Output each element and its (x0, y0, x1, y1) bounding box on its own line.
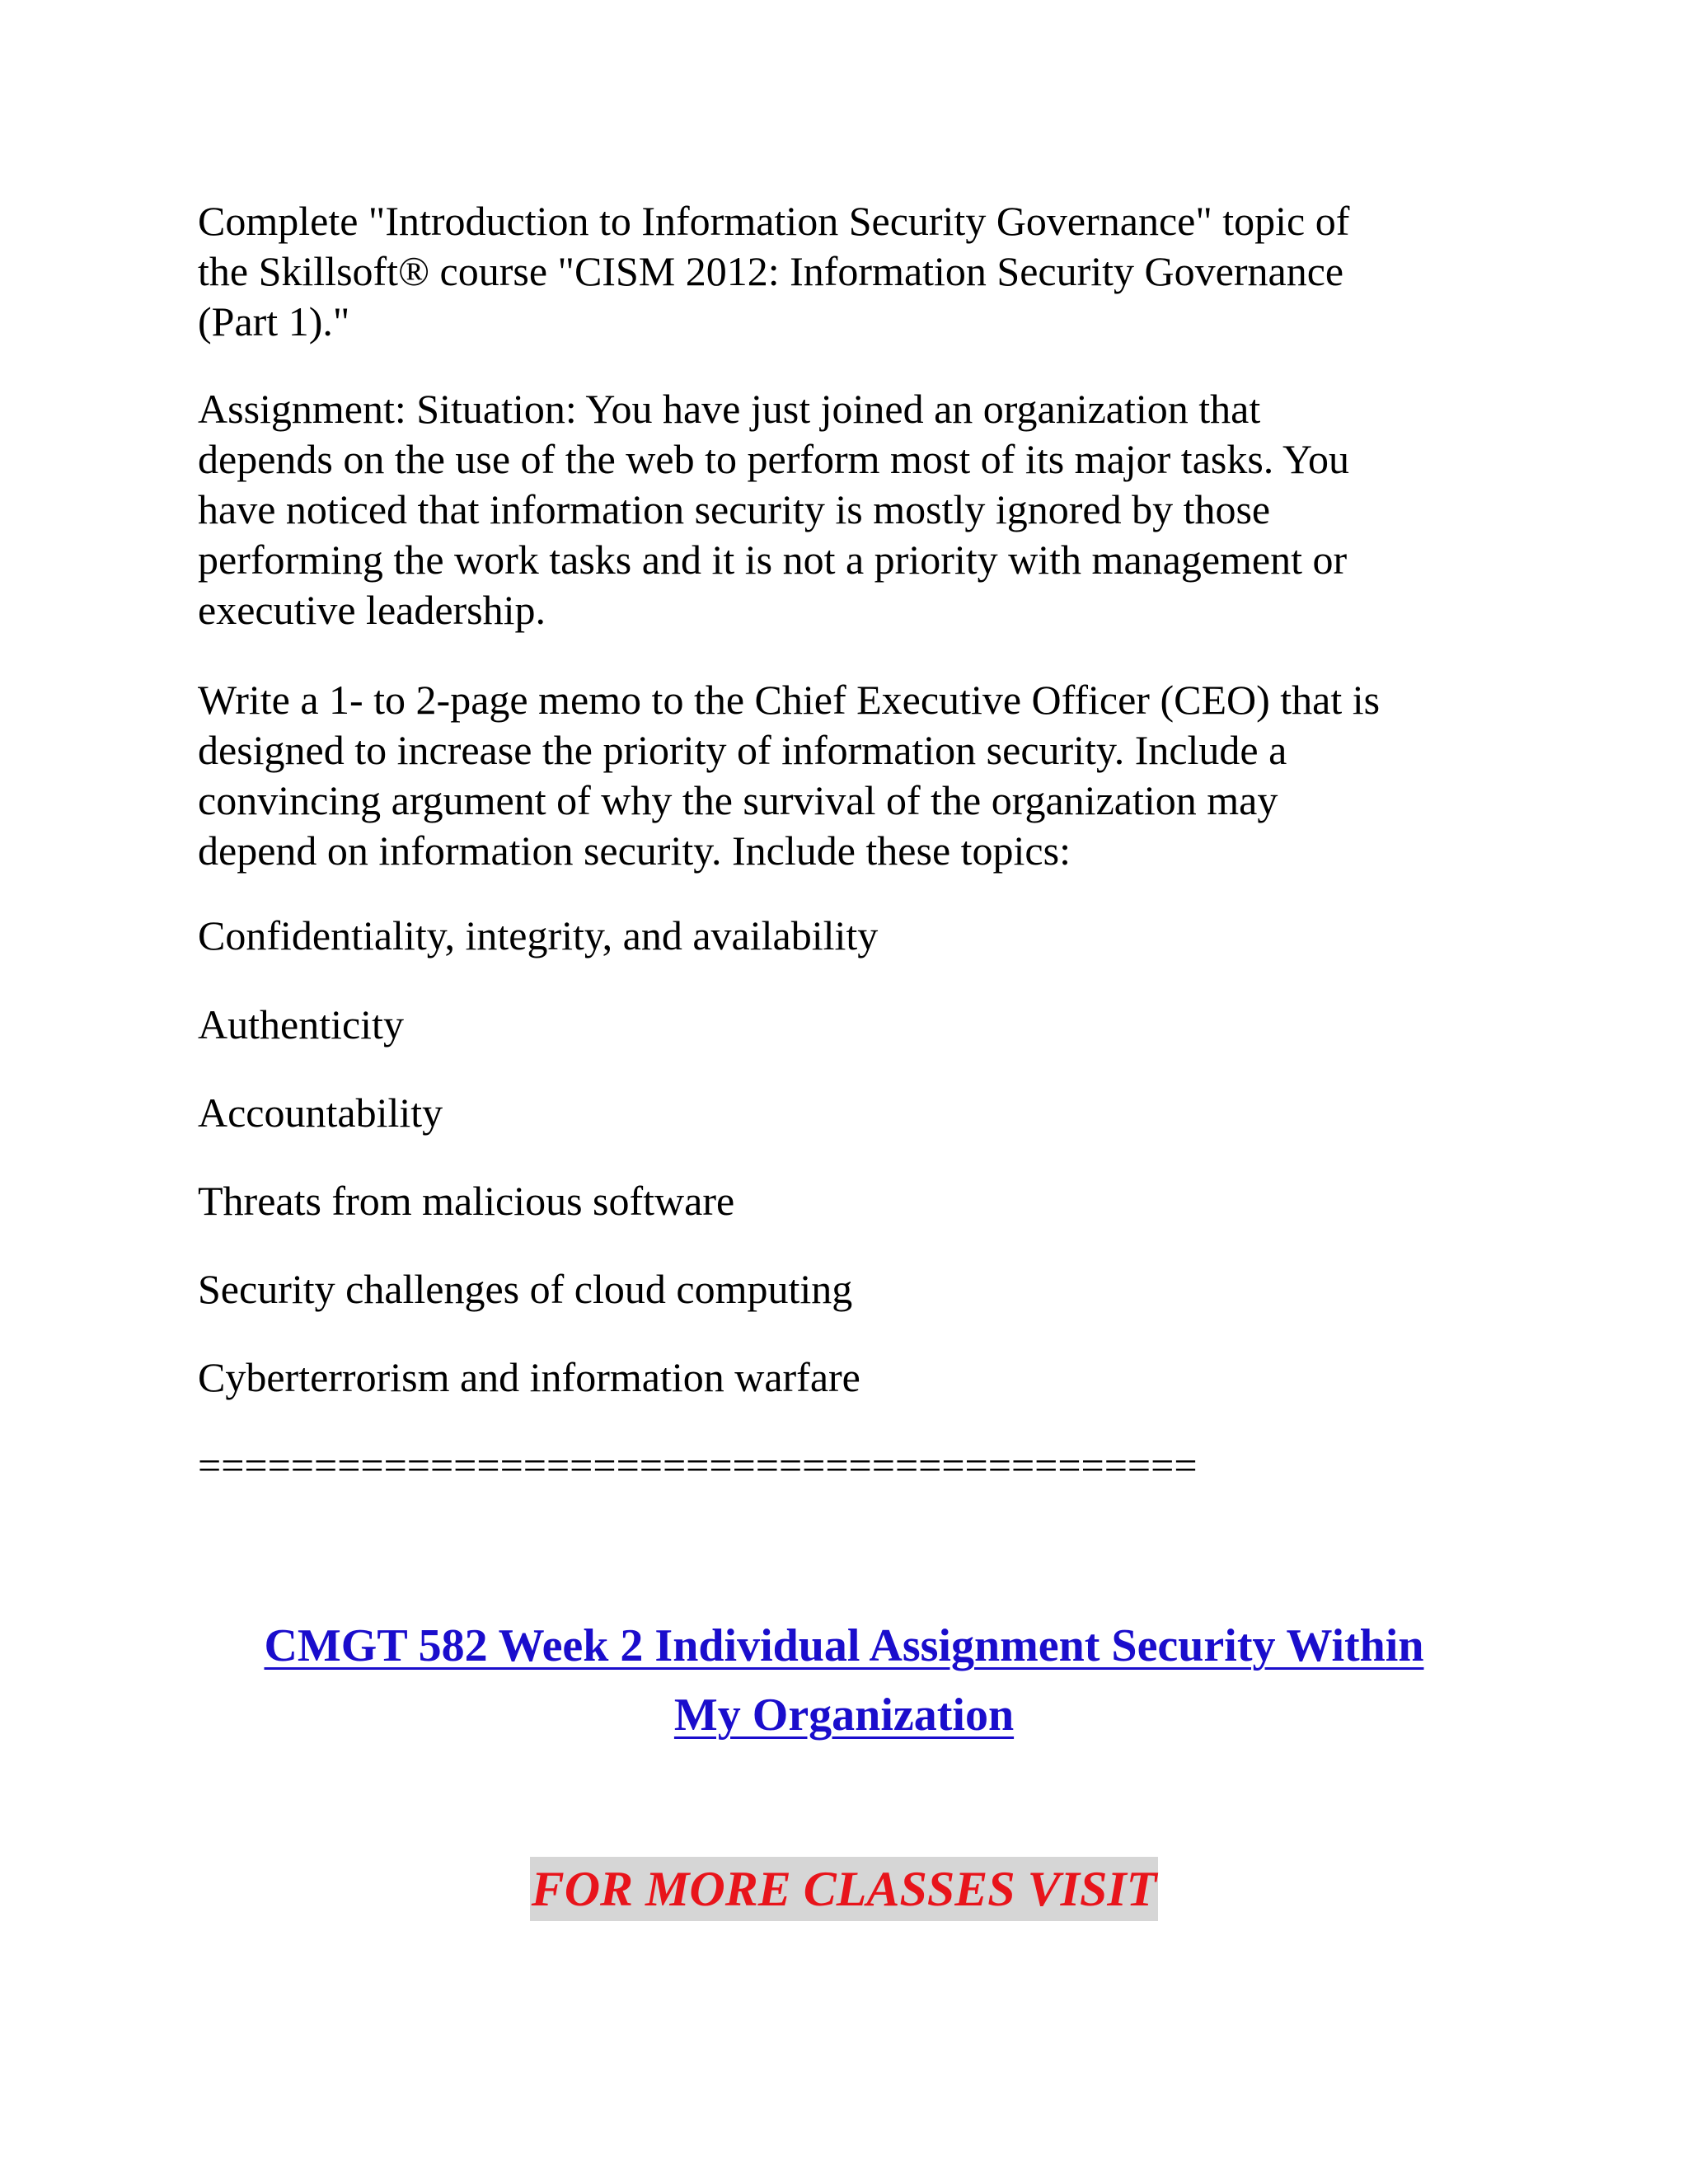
instructions-line: convincing argument of why the survival of the organization may (198, 777, 1278, 823)
assignment-line: performing the work tasks and it is not a priority with management or (198, 537, 1348, 583)
instructions-line: designed to increase the priority of information security. Include a (198, 727, 1287, 773)
course-link-heading (0, 1611, 1688, 1680)
instructions-line: depend on information security. Include these topics: (198, 827, 1071, 874)
intro-line: Complete "Introduction to Information Security Governance" topic of (198, 198, 1350, 244)
separator-line: =========================================== (198, 1442, 1198, 1488)
assignment-paragraph (198, 384, 1484, 635)
topic-item: Confidentiality, integrity, and availability (198, 912, 879, 958)
intro-line: (Part 1)." (198, 298, 350, 344)
intro-paragraph (198, 196, 1484, 347)
assignment-line: executive leadership. (198, 587, 546, 633)
assignment-line: Assignment: Situation: You have just joined an organization that (198, 386, 1261, 432)
topic-item: Threats from malicious software (198, 1178, 735, 1224)
instructions-paragraph (198, 675, 1484, 876)
course-link-line[interactable]: CMGT 582 Week 2 Individual Assignment Security Within (264, 1620, 1424, 1671)
instructions-line: Write a 1- to 2-page memo to the Chief Executive Officer (CEO) that is (198, 677, 1381, 723)
assignment-line: have noticed that information security is mostly ignored by those (198, 486, 1271, 532)
topic-item: Authenticity (198, 1001, 404, 1047)
course-link-heading (0, 1680, 1688, 1750)
assignment-line: depends on the use of the web to perform most of its major tasks. You (198, 436, 1350, 482)
visit-banner (0, 1857, 1688, 1921)
visit-text: FOR MORE CLASSES VISIT (530, 1857, 1159, 1921)
topic-item: Cyberterrorism and information warfare (198, 1354, 860, 1400)
topic-item: Security challenges of cloud computing (198, 1266, 853, 1312)
course-link-line[interactable]: My Organization (673, 1690, 1015, 1741)
intro-line: the Skillsoft® course "CISM 2012: Information Security Governance (198, 248, 1344, 294)
topic-item: Accountability (198, 1090, 443, 1136)
